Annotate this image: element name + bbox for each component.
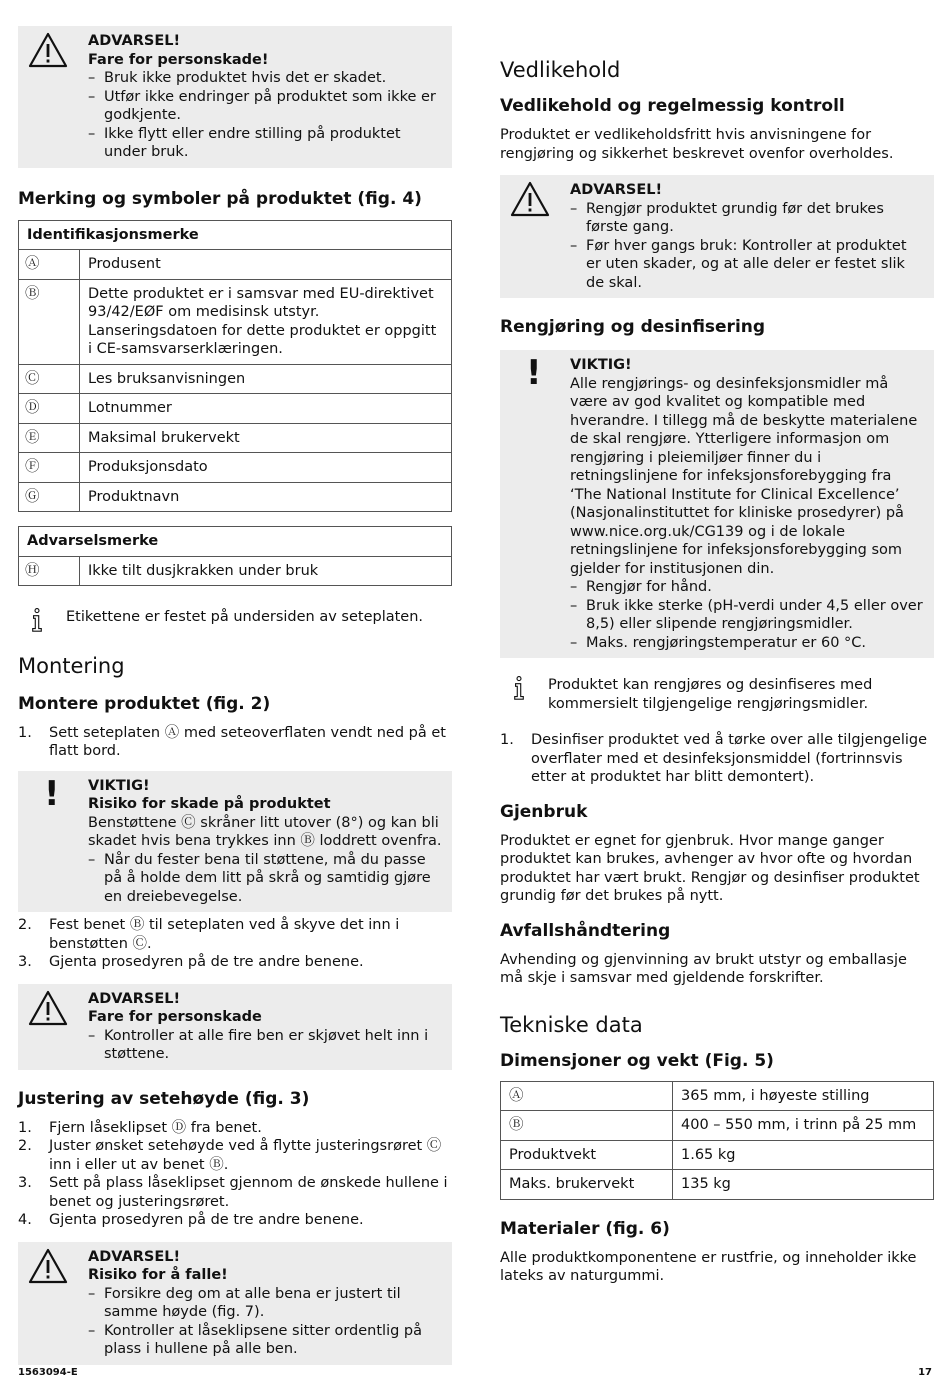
section-title: Vedlikehold [500, 58, 621, 82]
row-text: Ikke tilt dusjkrakken under bruk [80, 556, 452, 586]
document-id: 1563094-E [18, 1367, 78, 1378]
section-heading: Montere produktet (fig. 2) [18, 693, 271, 714]
step-list [18, 1119, 452, 1230]
step-number: 2. [18, 917, 32, 933]
row-label: Produktvekt [501, 1140, 673, 1170]
warning-title: ADVARSEL! [88, 1248, 181, 1265]
table-row [501, 1140, 934, 1170]
list-item [18, 1211, 452, 1230]
exclamation-icon: ! [526, 353, 542, 393]
step-text: Gjenta prosedyren på de tre andre benene. [49, 954, 364, 970]
important-box [18, 771, 452, 913]
left-column [18, 26, 452, 1365]
row-label: Ⓖ [19, 482, 80, 512]
warning-item: – Kontroller at alle fire ben er skjøvet helt inn i støttene. [88, 1027, 442, 1064]
warning-item: – Bruk ikke produktet hvis det er skadet. [88, 69, 442, 88]
warning-item: – Forsikre deg om at alle bena er justert til samme høyde (fig. 7). [88, 1285, 442, 1322]
warning-subtitle: Risiko for å falle! [88, 1267, 228, 1283]
row-text: Les bruksanvisningen [80, 364, 452, 394]
row-label: Ⓒ [19, 364, 80, 394]
step-text: Desinfiser produktet ved å tørke over alle tilgjengelige overflater med et desinfeksjonsmiddel (fortrinnsvis etter at produktet har blitt demontert). [531, 732, 927, 785]
important-title: VIKTIG! [570, 357, 632, 373]
step-number: 1. [18, 724, 32, 741]
table-header: Identifikasjonsmerke [19, 220, 452, 250]
warning-title: ADVARSEL! [570, 182, 663, 198]
section-heading: Rengjøring og desinfisering [500, 317, 766, 337]
info-icon [30, 608, 44, 632]
info-note [500, 676, 934, 713]
step-text: Fjern låseklipset Ⓓ fra benet. [49, 1119, 262, 1136]
row-label: Ⓕ [19, 453, 80, 483]
info-text: Produktet kan rengjøres og desinfiseres med kommersielt tilgjengelige rengjøringsmidler. [548, 677, 873, 712]
warning-item: – Kontroller at låseklipsene sitter ordentlig på plass i hullene på alle ben. [88, 1322, 442, 1359]
list-item [18, 1137, 452, 1174]
warning-subtitle: Fare for personskade! [88, 51, 269, 68]
page-number: 17 [918, 1367, 932, 1378]
list-item [18, 724, 452, 761]
table-row [501, 1111, 934, 1141]
important-title: VIKTIG! [88, 777, 150, 794]
important-body: Alle rengjørings- og desinfeksjonsmidler må være av god kvalitet og kompatible med hverandre. I tillegg må de beskytte materialene de skal rengjøre. Ytterligere informasjon om rengjøring i pleiemiljøer finner du i retningslinjene for infeksjonsforebygging fra ‘The National Institute for Clinical Excellence’ (Nasjonalinstituttet for kliniske prosedyrer) på www.nice.org.uk/CG139 og i de lokale retningslinjene for infeksjonsforebygging som gjelder for institusjonen din. [570, 375, 918, 577]
paragraph: Produktet er vedlikeholdsfritt hvis anvisningene for rengjøring og sikkerhet beskrevet ovenfor overholdes. [500, 127, 894, 162]
table-row [501, 1170, 934, 1200]
section-heading: Avfallshåndtering [500, 920, 671, 941]
step-text: Sett seteplaten Ⓐ med seteoverflaten vendt ned på et flatt bord. [49, 724, 446, 759]
important-item: – Når du fester bena til støttene, må du passe på å holde dem litt på skrå og samtidig gjøre en dreiebevegelse. [88, 851, 442, 907]
info-note [18, 608, 452, 627]
section-heading: Merking og symboler på produktet (fig. 4) [18, 188, 422, 209]
row-text: Produktnavn [80, 482, 452, 512]
list-item [18, 916, 452, 953]
table-row [19, 423, 452, 453]
table-row [19, 482, 452, 512]
important-body: Benstøttene Ⓒ skråner litt utover (8°) og kan bli skadet hvis bena trykkes inn Ⓑ loddrett ovenfra. [88, 814, 442, 849]
section-title: Montering [18, 653, 125, 678]
row-text: Produksjonsdato [80, 453, 452, 483]
warning-box [18, 26, 452, 168]
info-text: Etikettene er festet på undersiden av seteplaten. [66, 609, 424, 625]
warning-item: – Ikke flytt eller endre stilling på produktet under bruk. [88, 125, 442, 162]
row-value: 135 kg [673, 1170, 934, 1200]
table-row [19, 394, 452, 424]
row-label: Ⓑ [501, 1111, 673, 1141]
paragraph: Avhending og gjenvinning av brukt utstyr og emballasje må skje i samsvar med gjeldende forskrifter. [500, 951, 907, 986]
warning-box [500, 175, 934, 298]
warning-triangle-icon [28, 32, 68, 68]
important-item: – Maks. rengjøringstemperatur er 60 °C. [570, 634, 924, 653]
identification-table [18, 220, 452, 513]
row-label: Maks. brukervekt [501, 1170, 673, 1200]
step-text: Juster ønsket setehøyde ved å flytte justeringsrøret Ⓒ inn i eller ut av benet Ⓑ. [49, 1138, 442, 1173]
row-text: Lotnummer [80, 394, 452, 424]
table-row [19, 279, 452, 364]
important-item: – Rengjør for hånd. [570, 578, 924, 597]
row-label: Ⓓ [19, 394, 80, 424]
exclamation-icon: ! [44, 773, 60, 814]
section-heading: Materialer (fig. 6) [500, 1218, 670, 1239]
table-row [19, 556, 452, 586]
warning-item: – Før hver gangs bruk: Kontroller at produktet er uten skader, og at alle deler er festet slik de skal. [570, 237, 924, 293]
section-heading: Vedlikehold og regelmessig kontroll [500, 96, 845, 116]
table-row [501, 1081, 934, 1111]
section-heading: Justering av setehøyde (fig. 3) [18, 1088, 310, 1109]
table-row [19, 364, 452, 394]
table-row [19, 250, 452, 280]
row-text: Produsent [80, 250, 452, 280]
warning-triangle-icon [28, 1248, 68, 1284]
warning-title: ADVARSEL! [88, 33, 181, 49]
step-text: Fest benet Ⓑ til seteplaten ved å skyve det inn i benstøtten Ⓒ. [49, 917, 400, 952]
row-label: Ⓗ [19, 556, 80, 586]
row-label: Ⓐ [501, 1081, 673, 1111]
warning-triangle-icon [28, 990, 68, 1026]
table-row [19, 453, 452, 483]
step-number: 1. [18, 1119, 32, 1136]
warning-item: – Utfør ikke endringer på produktet som ikke er godkjente. [88, 88, 442, 125]
list-item [18, 1174, 452, 1211]
paragraph: Alle produktkomponentene er rustfrie, og inneholder ikke lateks av naturgummi. [500, 1249, 917, 1284]
warning-title: ADVARSEL! [88, 990, 181, 1007]
warning-subtitle: Fare for personskade [88, 1009, 262, 1025]
right-column [500, 26, 934, 1286]
list-item [18, 1119, 452, 1138]
section-title: Tekniske data [500, 1012, 643, 1037]
row-label: Ⓑ [19, 279, 80, 364]
row-label: Ⓔ [19, 423, 80, 453]
info-icon [512, 676, 526, 700]
step-number: 1. [500, 732, 514, 748]
row-text: Dette produktet er i samsvar med EU-direktivet 93/42/EØF om medisinsk utstyr. Lanseringsdatoen for dette produktet er oppgitt i CE-samsvarserklæringen. [80, 279, 452, 364]
important-box [500, 350, 934, 658]
warning-label-table [18, 526, 452, 586]
important-subtitle: Risiko for skade på produktet [88, 796, 331, 812]
dimensions-table [500, 1081, 934, 1200]
row-value: 400 – 550 mm, i trinn på 25 mm [673, 1111, 934, 1141]
paragraph: Produktet er egnet for gjenbruk. Hvor mange ganger produktet kan brukes, avhenger av hvor ofte og hvordan produktet har vært brukt. Rengjør og desinfiser produktet grundig før det brukes på nytt. [500, 832, 920, 904]
row-text: Maksimal brukervekt [80, 423, 452, 453]
step-number: 2. [18, 1138, 32, 1154]
section-heading: Dimensjoner og vekt (Fig. 5) [500, 1050, 774, 1071]
warning-triangle-icon [510, 181, 550, 217]
step-number: 4. [18, 1212, 32, 1228]
list-item [500, 731, 934, 787]
table-header: Advarselsmerke [19, 527, 452, 557]
warning-box [18, 984, 452, 1070]
step-text: Gjenta prosedyren på de tre andre benene. [49, 1212, 364, 1228]
row-label: Ⓐ [19, 250, 80, 280]
list-item [18, 953, 452, 972]
important-item: – Bruk ikke sterke (pH-verdi under 4,5 eller over 8,5) eller slipende rengjøringsmidler. [570, 597, 924, 634]
warning-box [18, 1242, 452, 1365]
row-value: 1.65 kg [673, 1140, 934, 1170]
step-text: Sett på plass låseklipset gjennom de ønskede hullene i benet og justeringsrøret. [49, 1175, 448, 1210]
row-value: 365 mm, i høyeste stilling [673, 1081, 934, 1111]
step-number: 3. [18, 954, 32, 970]
section-heading: Gjenbruk [500, 801, 588, 822]
step-number: 3. [18, 1175, 32, 1191]
warning-item: – Rengjør produktet grundig før det brukes første gang. [570, 200, 924, 237]
